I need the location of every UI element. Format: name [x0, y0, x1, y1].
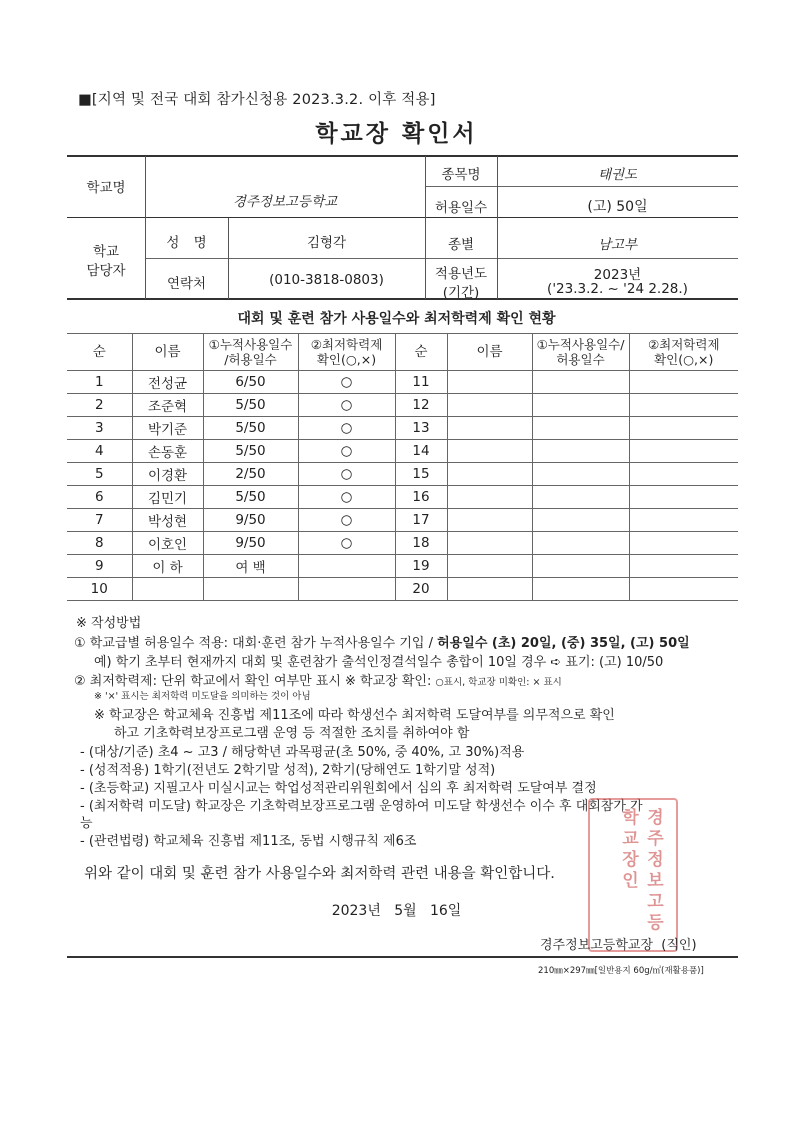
- row-no: 3: [67, 417, 132, 440]
- row-used-right: [532, 463, 629, 486]
- row-name: 이경환: [132, 463, 203, 486]
- note-2-text: ② 최저학력제: 단위 학교에서 확인 여부만 표시 ※ 학교장 확인:: [74, 674, 432, 689]
- date: 2023년 5월 16일: [331, 903, 462, 919]
- section-title: 대회 및 훈련 참가 사용일수와 최저학력제 확인 현황: [237, 311, 556, 327]
- row-used-right: [532, 532, 629, 555]
- days-value: (고) 50일: [587, 199, 648, 215]
- rule: [425, 186, 738, 187]
- row-check-right: [629, 486, 738, 509]
- row-name-right: [447, 417, 532, 440]
- staff-label-1: 학교: [92, 244, 120, 260]
- row-used: 2/50: [203, 463, 298, 486]
- row-name-right: [447, 463, 532, 486]
- col-used-right: [532, 334, 629, 371]
- notes-heading: ※ 작성방법: [76, 616, 142, 631]
- school-label: 학교명: [86, 180, 126, 196]
- col-min-right-line2: 확인(○,×): [654, 352, 714, 367]
- row-name-right: [447, 394, 532, 417]
- note-3: ※ '×' 표시는 최저학력 미도달을 의미하는 것이 아님: [94, 691, 311, 702]
- row-no-right: 16: [395, 486, 447, 509]
- row-name-right: [447, 509, 532, 532]
- table-row: [67, 532, 738, 555]
- note-7: - (초등학교) 지필고사 미실시교는 학업성적관리위원회에서 심의 후 최저학력 도달여부 결정: [80, 781, 597, 796]
- row-name-right: [447, 486, 532, 509]
- row-no-right: 15: [395, 463, 447, 486]
- table-row: [67, 578, 738, 601]
- row-used-right: [532, 555, 629, 578]
- table-row: [67, 463, 738, 486]
- row-no-right: 18: [395, 532, 447, 555]
- rule: [67, 217, 738, 218]
- note-9: - (관련법령) 학교체육 진흥법 제11조, 동법 시행규칙 제6조: [80, 834, 417, 849]
- col-used-line1: ①누적사용일수: [208, 337, 293, 352]
- school-value: 경주정보고등학교: [232, 194, 338, 210]
- days-label: 허용일수: [434, 200, 488, 216]
- col-used-line2: /허용일수: [224, 352, 277, 367]
- header-note: ■[지역 및 전국 대회 참가신청용 2023.3.2. 이후 적용]: [78, 92, 436, 108]
- note-4a: ※ 학교장은 학교체육 진흥법 제11조에 따라 학생선수 최저학력 도달여부를 의무적으로 확인: [94, 708, 615, 723]
- col-min-line1: ②최저학력제: [310, 337, 383, 352]
- row-check: ○: [298, 509, 395, 532]
- row-check-right: [629, 578, 738, 601]
- row-check: ○: [298, 371, 395, 394]
- row-check-right: [629, 371, 738, 394]
- table-row: [67, 417, 738, 440]
- row-name: [132, 578, 203, 601]
- year-value: 2023년: [593, 267, 642, 283]
- row-no: 9: [67, 555, 132, 578]
- row-used: 9/50: [203, 532, 298, 555]
- row-check-right: [629, 532, 738, 555]
- row-no: 8: [67, 532, 132, 555]
- row-used: 5/50: [203, 440, 298, 463]
- table-header-row: [67, 334, 738, 371]
- table-row: [67, 440, 738, 463]
- col-used-right-line1: ①누적사용일수/: [536, 337, 625, 352]
- row-no: 6: [67, 486, 132, 509]
- row-check-right: [629, 509, 738, 532]
- row-no-right: 20: [395, 578, 447, 601]
- sport-value: 태권도: [597, 167, 638, 183]
- sport-label: 종목명: [441, 167, 481, 183]
- row-used-right: [532, 486, 629, 509]
- table-row: [67, 555, 738, 578]
- row-used-right: [532, 394, 629, 417]
- row-name-right: [447, 555, 532, 578]
- row-no: 1: [67, 371, 132, 394]
- row-used-right: [532, 509, 629, 532]
- row-check: ○: [298, 486, 395, 509]
- row-name: 이 하: [132, 555, 203, 578]
- note-1-text: ① 학교급별 허용일수 적용: 대회·훈련 참가 누적사용일수 기입 /: [74, 636, 438, 651]
- confirm-text: 위와 같이 대회 및 훈련 참가 사용일수와 최저학력 관련 내용을 확인합니다.: [84, 866, 555, 882]
- usage-table: [67, 333, 738, 601]
- row-name: 손동훈: [132, 440, 203, 463]
- contact-label: 연락처: [166, 276, 207, 292]
- row-name-right: [447, 532, 532, 555]
- col-min-right-line1: ②최저학력제: [647, 337, 720, 352]
- row-name: 박기준: [132, 417, 203, 440]
- table-row: [67, 509, 738, 532]
- row-no-right: 19: [395, 555, 447, 578]
- rule: [67, 298, 738, 300]
- name-value: 김형각: [306, 235, 347, 251]
- row-no: 2: [67, 394, 132, 417]
- table-row: [67, 371, 738, 394]
- row-used: 9/50: [203, 509, 298, 532]
- row-used: 여 백: [203, 555, 298, 578]
- row-used: 5/50: [203, 486, 298, 509]
- row-check-right: [629, 463, 738, 486]
- row-name: 김민기: [132, 486, 203, 509]
- col-name: 이름: [132, 334, 203, 371]
- row-no-right: 12: [395, 394, 447, 417]
- row-used: 6/50: [203, 371, 298, 394]
- footer-rule: [67, 956, 738, 958]
- row-used: 5/50: [203, 417, 298, 440]
- row-check: ○: [298, 532, 395, 555]
- rule: [67, 155, 738, 157]
- note-2: [74, 670, 562, 689]
- col-no-right: 순: [395, 334, 447, 371]
- row-name-right: [447, 578, 532, 601]
- row-check: ○: [298, 417, 395, 440]
- note-4b: 하고 기초학력보장프로그램 운영 등 적절한 조치를 취하여야 함: [114, 726, 470, 741]
- row-no: 4: [67, 440, 132, 463]
- row-no-right: 17: [395, 509, 447, 532]
- row-name: 전성균: [132, 371, 203, 394]
- row-used: 5/50: [203, 394, 298, 417]
- contact-value: (010-3818-0803): [269, 272, 384, 288]
- row-used-right: [532, 578, 629, 601]
- row-name-right: [447, 371, 532, 394]
- note-6: - (성적적용) 1학기(전년도 2학기말 성적), 2학기(당해연도 1학기말 성적): [80, 763, 496, 778]
- col-name-right: 이름: [447, 334, 532, 371]
- col-no: 순: [67, 334, 132, 371]
- page-title: 학교장 확인서: [315, 121, 478, 147]
- row-used-right: [532, 440, 629, 463]
- row-name: 이호인: [132, 532, 203, 555]
- note-1-bold: 허용일수 (초) 20일, (중) 35일, (고) 50일: [437, 636, 690, 651]
- year-label-2: (기간): [442, 285, 480, 301]
- note-1-example: 예) 학기 초부터 현재까지 대회 및 훈련참가 출석인정결석일수 총합이 10일 경우 ➪ 표기: (고) 10/50: [94, 655, 664, 670]
- table-row: [67, 394, 738, 417]
- rule: [145, 258, 738, 259]
- name-label: 성 명: [166, 235, 207, 251]
- col-min-line2: 확인(○,×): [316, 352, 377, 367]
- row-no: 5: [67, 463, 132, 486]
- row-check: [298, 555, 395, 578]
- row-no-right: 13: [395, 417, 447, 440]
- note-8b: 능: [80, 816, 93, 831]
- row-check: ○: [298, 440, 395, 463]
- footer-spec: 210㎜×297㎜[일반용지 60g/㎡(재활용품)]: [538, 966, 704, 976]
- col-used-right-line2: 허용일수: [556, 352, 605, 367]
- signature: 경주정보고등학교장 (직인): [540, 938, 697, 953]
- note-2-small: ○표시, 학교장 미확인: × 표시: [435, 677, 562, 688]
- type-value: 남고부: [597, 237, 638, 253]
- row-check-right: [629, 440, 738, 463]
- row-name: 조준혁: [132, 394, 203, 417]
- year-label-1: 적용년도: [434, 266, 488, 282]
- col-min: [298, 334, 395, 371]
- row-check-right: [629, 417, 738, 440]
- row-no: 7: [67, 509, 132, 532]
- note-5: - (대상/기준) 초4 ~ 고3 / 해당학년 과목평균(초 50%, 중 40%, 고 30%)적용: [80, 745, 525, 760]
- row-name: 박성현: [132, 509, 203, 532]
- row-check-right: [629, 394, 738, 417]
- col-min-right: [629, 334, 738, 371]
- seal-text: 경주정보고등학교장인: [618, 808, 663, 934]
- row-used-right: [532, 371, 629, 394]
- row-used: [203, 578, 298, 601]
- period-value: ('23.3.2. ~ '24 2.28.): [547, 281, 688, 297]
- row-check: ○: [298, 394, 395, 417]
- official-seal: [588, 798, 678, 952]
- table-row: [67, 486, 738, 509]
- row-no-right: 11: [395, 371, 447, 394]
- staff-label-2: 담당자: [86, 263, 126, 279]
- row-no: 10: [67, 578, 132, 601]
- row-used-right: [532, 417, 629, 440]
- row-name-right: [447, 440, 532, 463]
- type-label: 종별: [447, 237, 475, 253]
- note-8a: - (최저학력 미도달) 학교장은 기초학력보장프로그램 운영하여 미도달 학생선수 이수 후 대회참가 가: [80, 799, 643, 814]
- row-check: ○: [298, 463, 395, 486]
- col-used: [203, 334, 298, 371]
- row-check: [298, 578, 395, 601]
- row-no-right: 14: [395, 440, 447, 463]
- note-1: [74, 632, 690, 651]
- row-check-right: [629, 555, 738, 578]
